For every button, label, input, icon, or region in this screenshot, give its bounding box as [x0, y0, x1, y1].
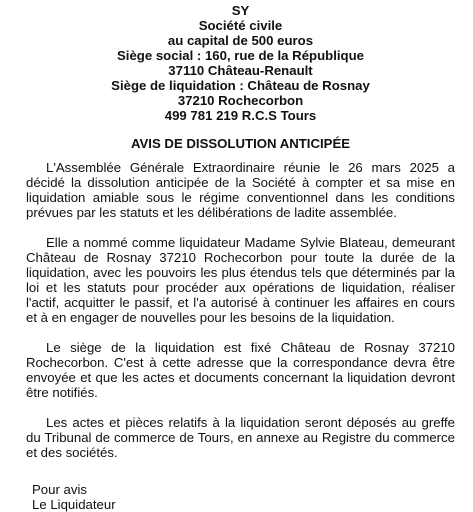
registered-office-city: 37110 Château-Renault [168, 63, 313, 78]
notice-title: AVIS DE DISSOLUTION ANTICIPÉE [130, 136, 351, 151]
paragraph-decision: L'Assemblée Générale Extraordinaire réunie le 26 mars 2025 a décidé la dissolution anticipée de la Société à compter et sa mise en liquidation amiable sous le régime conventionnel dans les conditions prévues par les statuts et les délibérations de ladite assemblée. [26, 160, 455, 220]
closing-signature [26, 482, 455, 512]
closing-line-liquidateur: Le Liquidateur [32, 497, 116, 512]
company-name: SY [231, 3, 250, 18]
liquidation-office-city: 37210 Rochecorbon [177, 93, 304, 108]
rcs-number: 499 781 219 R.C.S Tours [164, 108, 317, 123]
paragraph-liquidation-seat: Le siège de la liquidation est fixé Château de Rosnay 37210 Rochecorbon. C'est à cette adresse que la correspondance devra être envoyée et que les actes et documents concernant la liquidation devront être notifiés. [26, 340, 455, 400]
liquidation-office: Siège de liquidation : Château de Rosnay [111, 78, 370, 93]
registered-office: Siège social : 160, rue de la République [117, 48, 364, 63]
paragraph-liquidator: Elle a nommé comme liquidateur Madame Sylvie Blateau, demeurant Château de Rosnay 37210 Rochecorbon pour toute la durée de la liquidation, avec les pouvoirs les plus étendus tels que déterminés par la loi et les statuts pour procéder aux opérations de liquidation, réaliser l'actif, acquitter le passif, et l'a autorisé à continuer les affaires en cours et à en engager de nouvelles pour les besoins de la liquidation. [26, 235, 455, 325]
share-capital: au capital de 500 euros [167, 33, 314, 48]
notice-body [26, 160, 455, 460]
company-form: Société civile [198, 18, 283, 33]
company-header [26, 3, 455, 123]
paragraph-filing: Les actes et pièces relatifs à la liquidation seront déposés au greffe du Tribunal de commerce de Tours, en annexe au Registre du commerce et des sociétés. [26, 415, 455, 460]
closing-line-pour-avis: Pour avis [32, 482, 87, 497]
